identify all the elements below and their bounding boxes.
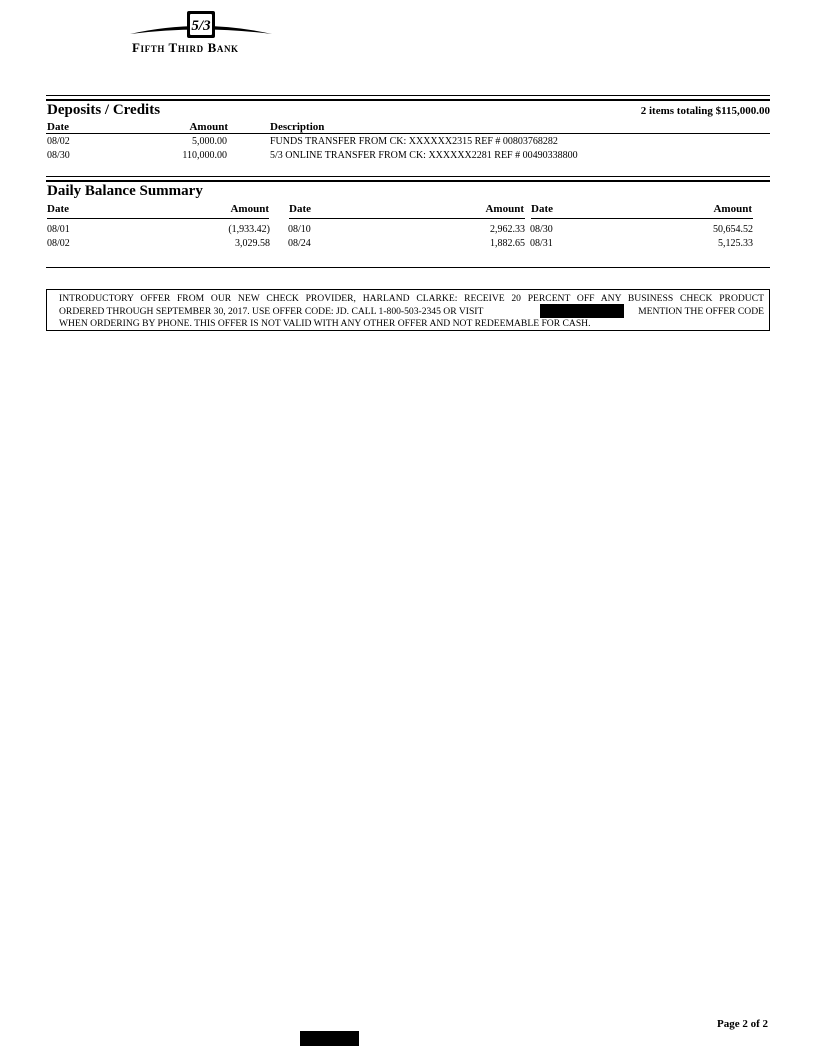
deposits-summary: 2 items totaling $115,000.00 [640, 105, 770, 117]
header-underline [531, 218, 753, 219]
deposits-date-header: Date [47, 121, 69, 133]
balance-date-header: Date [531, 203, 553, 215]
balance-date: 08/10 [288, 224, 311, 235]
page-number: Page 2 of 2 [716, 1018, 768, 1030]
bank-logo [128, 10, 274, 56]
deposit-description: 5/3 ONLINE TRANSFER FROM CK: XXXXXX2281 REF # 00490338800 [270, 150, 578, 161]
bank-name: Fifth Third Bank [132, 40, 239, 55]
balance-amount: 1,882.65 [490, 238, 525, 249]
section-rule [46, 176, 770, 177]
section-rule [46, 180, 770, 182]
redacted-footer [300, 1031, 359, 1046]
balance-date: 08/30 [530, 224, 553, 235]
balance-date-header: Date [47, 203, 69, 215]
deposit-description: FUNDS TRANSFER FROM CK: XXXXXX2315 REF # 00803768282 [270, 136, 558, 147]
offer-line-3: WHEN ORDERING BY PHONE. THIS OFFER IS NOT VALID WITH ANY OTHER OFFER AND NOT REDEEMABLE FOR CASH. [59, 318, 591, 329]
balance-amount: 50,654.52 [713, 224, 753, 235]
balance-amount-header: Amount [230, 203, 269, 215]
deposits-description-header: Description [270, 121, 325, 133]
balance-date: 08/02 [47, 238, 70, 249]
redacted-url [540, 304, 624, 318]
balance-amount-header: Amount [713, 203, 752, 215]
daily-balance-title: Daily Balance Summary [47, 183, 203, 199]
header-underline [47, 218, 269, 219]
section-end-rule [46, 267, 770, 268]
balance-amount: (1,933.42) [228, 224, 270, 235]
balance-amount: 3,029.58 [235, 238, 270, 249]
balance-amount-header: Amount [485, 203, 524, 215]
balance-date: 08/01 [47, 224, 70, 235]
deposits-amount-header: Amount [189, 121, 228, 133]
section-rule [46, 99, 770, 101]
offer-line-2-start: ORDERED THROUGH SEPTEMBER 30, 2017. USE OFFER CODE: JD. CALL 1-800-503-2345 OR VISIT [59, 306, 484, 317]
deposit-amount: 110,000.00 [182, 150, 227, 161]
header-underline [289, 218, 525, 219]
deposit-date: 08/30 [47, 150, 70, 161]
deposits-title: Deposits / Credits [47, 102, 161, 118]
balance-date: 08/24 [288, 238, 311, 249]
balance-date: 08/31 [530, 238, 553, 249]
header-underline [46, 133, 770, 134]
offer-notice [46, 289, 770, 331]
balance-amount: 5,125.33 [718, 238, 753, 249]
offer-line-1: INTRODUCTORY OFFER FROM OUR NEW CHECK PROVIDER, HARLAND CLARKE: RECEIVE 20 PERCENT OFF ANY BUSINESS CHECK PRODUCT [59, 293, 764, 304]
fifth-third-logo-icon [128, 10, 274, 42]
svg-text:5/3: 5/3 [191, 18, 211, 34]
section-rule [46, 95, 770, 96]
balance-date-header: Date [289, 203, 311, 215]
deposit-amount: 5,000.00 [192, 136, 227, 147]
deposit-date: 08/02 [47, 136, 70, 147]
offer-line-2-end: MENTION THE OFFER CODE [638, 306, 764, 317]
balance-amount: 2,962.33 [490, 224, 525, 235]
